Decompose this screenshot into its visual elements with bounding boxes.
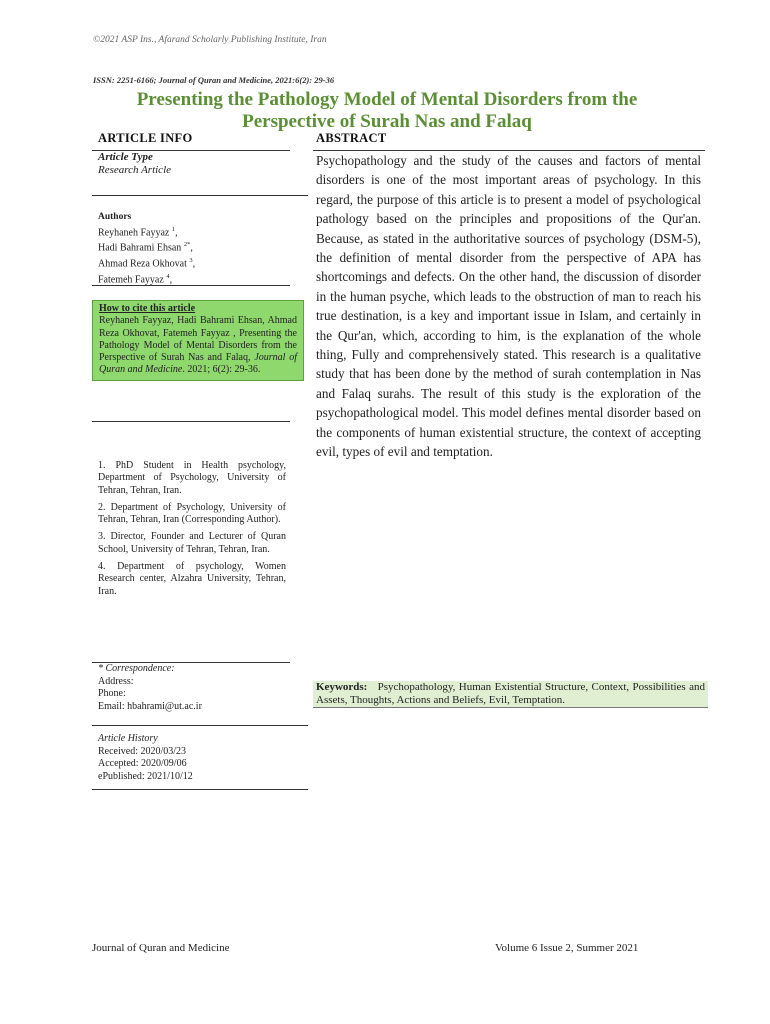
history-label: Article History bbox=[98, 733, 158, 744]
article-type-label: Article Type bbox=[98, 151, 153, 163]
author-item: Reyhaneh Fayyaz $^1$, bbox=[98, 225, 178, 238]
correspondence-label: * Correspondence: bbox=[98, 663, 175, 674]
issn-line: ISSN: 2251-6166; Journal of Quran and Medicine, 2021:6(2): 29-36 bbox=[93, 75, 335, 85]
correspondence-address: Address: bbox=[98, 675, 134, 687]
affiliations-list bbox=[98, 460, 286, 603]
author-item: Fatemeh Fayyaz $^4$, bbox=[98, 272, 173, 286]
keywords-text: Psychopathology, Human Existential Structure, Context, Possibilities and Assets, Thoughts, Actions and Beliefs, Evil, Temptation. bbox=[316, 681, 706, 706]
article-info-heading: ARTICLE INFO bbox=[98, 131, 193, 145]
divider bbox=[92, 195, 308, 196]
article-title: Presenting the Pathology Model of Mental Disorders from the Perspective of Surah Nas and Falaq bbox=[136, 89, 638, 132]
divider bbox=[92, 725, 308, 726]
history-received: Received: 2020/03/23 bbox=[98, 745, 187, 757]
copyright-line: ©2021 ASP Ins., Afarand Scholarly Publishing Institute, Iran bbox=[93, 35, 327, 45]
footer-volume: Volume 6 Issue 2, Summer 2021 bbox=[495, 942, 639, 954]
cite-text: Reyhaneh Fayyaz, Hadi Bahrami Ehsan, Ahmad Reza Okhovat, Fatemeh Fayyaz , Presenting the Pathology Model of Mental Disorders from the Perspective of Surah Nas and Falaq, Journal of Quran and Medicine. 2021; 6(2): 29-36. bbox=[99, 315, 298, 376]
authors-label: Authors bbox=[98, 212, 132, 222]
author-item: Hadi Bahrami Ehsan $^{2*}$, bbox=[98, 241, 193, 254]
keywords-label: Keywords: bbox=[316, 681, 368, 693]
affiliation-item: 1. PhD Student in Health psychology, Department of Psychology, University of Tehran, Tehran, Iran. bbox=[98, 460, 286, 496]
affiliation-item: 3. Director, Founder and Lecturer of Quran School, University of Tehran, Tehran, Iran. bbox=[98, 531, 286, 555]
article-type-value: Research Article bbox=[98, 164, 172, 176]
affiliation-item: 4. Department of psychology, Women Research center, Alzahra University, Tehran, Iran. bbox=[98, 561, 286, 597]
abstract-heading: ABSTRACT bbox=[316, 131, 387, 145]
history-accepted: Accepted: 2020/09/06 bbox=[98, 758, 187, 769]
authors-block bbox=[98, 211, 298, 287]
abstract-text: Psychopathology and the study of the causes and factors of mental disorders is one of the most important areas of psychology. In this regard, the purpose of this article is to present a model of psychological pathology based on the principles and propositions of the Qur'an. Because, as stated in the authoritative sources of psychology (DSM-5), the definition of mental disorder from the perspective of APA has shortcomings and defects. On the other hand, the discussion of disorder in the human psyche, which leads to the obstruction of man to reach his true destination, is a key and important issue in Islam, and certainly in the Qur'an, which, according to him, is the explanation of the whole thing, Fully and comprehensively stated. This research is a qualitative study that has been done by the method of surah contemplation in Nas and Falaq surahs. The result of this study is the exploration of the psychopathological model. This model defines mental disorder based on the components of human existential structure, the context of accepting evil, types of evil and temptation. bbox=[316, 153, 701, 460]
divider bbox=[92, 789, 308, 790]
author-item: Ahmad Reza Okhovat $^3$, bbox=[98, 257, 196, 270]
correspondence-phone: Phone: bbox=[98, 688, 126, 699]
correspondence-block bbox=[98, 663, 288, 713]
article-history-block bbox=[98, 733, 193, 783]
history-published: ePublished: 2021/10/12 bbox=[98, 770, 193, 782]
divider bbox=[92, 421, 290, 422]
how-to-cite-box bbox=[92, 300, 304, 381]
correspondence-email[interactable]: Email: hbahrami@ut.ac.ir bbox=[98, 700, 202, 712]
divider bbox=[92, 285, 290, 286]
cite-title: How to cite this article bbox=[99, 303, 196, 314]
footer-journal: Journal of Quran and Medicine bbox=[92, 942, 230, 954]
keywords-bar bbox=[313, 681, 708, 708]
affiliation-item: 2. Department of Psychology, University of Tehran, Tehran, Iran (Corresponding Author). bbox=[98, 501, 286, 526]
